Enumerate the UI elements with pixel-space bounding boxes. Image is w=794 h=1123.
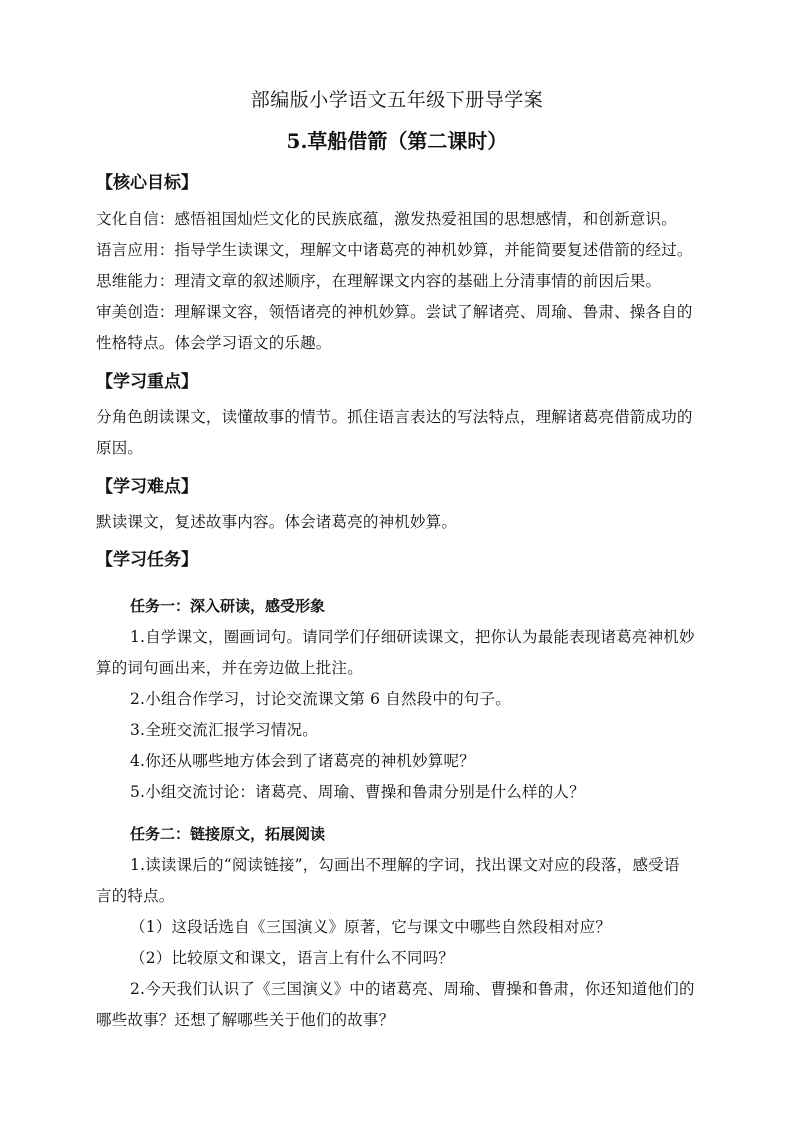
task1-line: 3.全班交流汇报学习情况。 — [130, 721, 318, 739]
key-point-line: 分角色朗读课文，读懂故事的情节。抓住语言表达的写法特点，理解诸葛亮借箭成功的 — [96, 408, 693, 426]
task1-line: 5.小组交流讨论：诸葛亮、周瑜、曹操和鲁肃分别是什么样的人？ — [130, 783, 585, 801]
key-point-line: 原因。 — [96, 439, 144, 457]
core-goal-line: 文化自信：感悟祖国灿烂文化的民族底蕴，激发热爱祖国的思想感情，和创新意识。 — [96, 210, 677, 228]
task1-line: 2.小组合作学习，讨论交流课文第 6 自然段中的句子。 — [130, 690, 511, 708]
core-goal-line: 性格特点。体会学习语文的乐趣。 — [96, 334, 332, 352]
task2-line: （1）这段话选自《三国演义》原著，它与课文中哪些自然段相对应？ — [130, 918, 612, 936]
task2-title: 任务二：链接原文，拓展阅读 — [130, 825, 326, 843]
core-goal-line: 思维能力：理清文章的叙述顺序，在理解课文内容的基础上分清事情的前因后果。 — [96, 272, 662, 290]
task1-line: 4.你还从哪些地方体会到了诸葛亮的神机妙算呢？ — [130, 752, 475, 770]
difficulties-heading: 【学习难点】 — [96, 477, 198, 497]
task2-line: 2.今天我们认识了《三国演义》中的诸葛亮、周瑜、曹操和鲁肃，你还知道他们的 — [130, 980, 695, 998]
task2-line: 1.读读课后的“阅读链接”，勾画出不理解的字词，找出课文对应的段落，感受语 — [130, 856, 680, 874]
difficulty-line: 默读课文，复述故事内容。体会诸葛亮的神机妙算。 — [96, 513, 458, 531]
task1-line: 1.自学课文，圈画词句。请同学们仔细研读课文，把你认为最能表现诸葛亮神机妙 — [130, 628, 695, 646]
task1-line: 算的词句画出来，并在旁边做上批注。 — [96, 659, 363, 677]
core-goal-line: 语言应用：指导学生读课文，理解文中诸葛亮的神机妙算，并能简要复述借箭的经过。 — [96, 241, 693, 259]
core-goals-heading: 【核心目标】 — [96, 173, 198, 193]
task1-title: 任务一：深入研读，感受形象 — [130, 597, 326, 615]
task2-line: （2）比较原文和课文，语言上有什么不同吗？ — [130, 949, 455, 967]
document-title: 5.草船借箭（第二课时） — [286, 129, 508, 153]
task2-line: 言的特点。 — [96, 887, 175, 905]
document-subtitle: 部编版小学语文五年级下册导学案 — [250, 89, 544, 111]
key-points-heading: 【学习重点】 — [96, 372, 198, 392]
tasks-heading: 【学习任务】 — [96, 550, 198, 570]
core-goal-line: 审美创造：理解课文容，领悟诸亮的神机妙算。尝试了解诸亮、周瑜、鲁肃、操各自的 — [96, 303, 693, 321]
task2-line: 哪些故事？还想了解哪些关于他们的故事？ — [96, 1011, 395, 1029]
